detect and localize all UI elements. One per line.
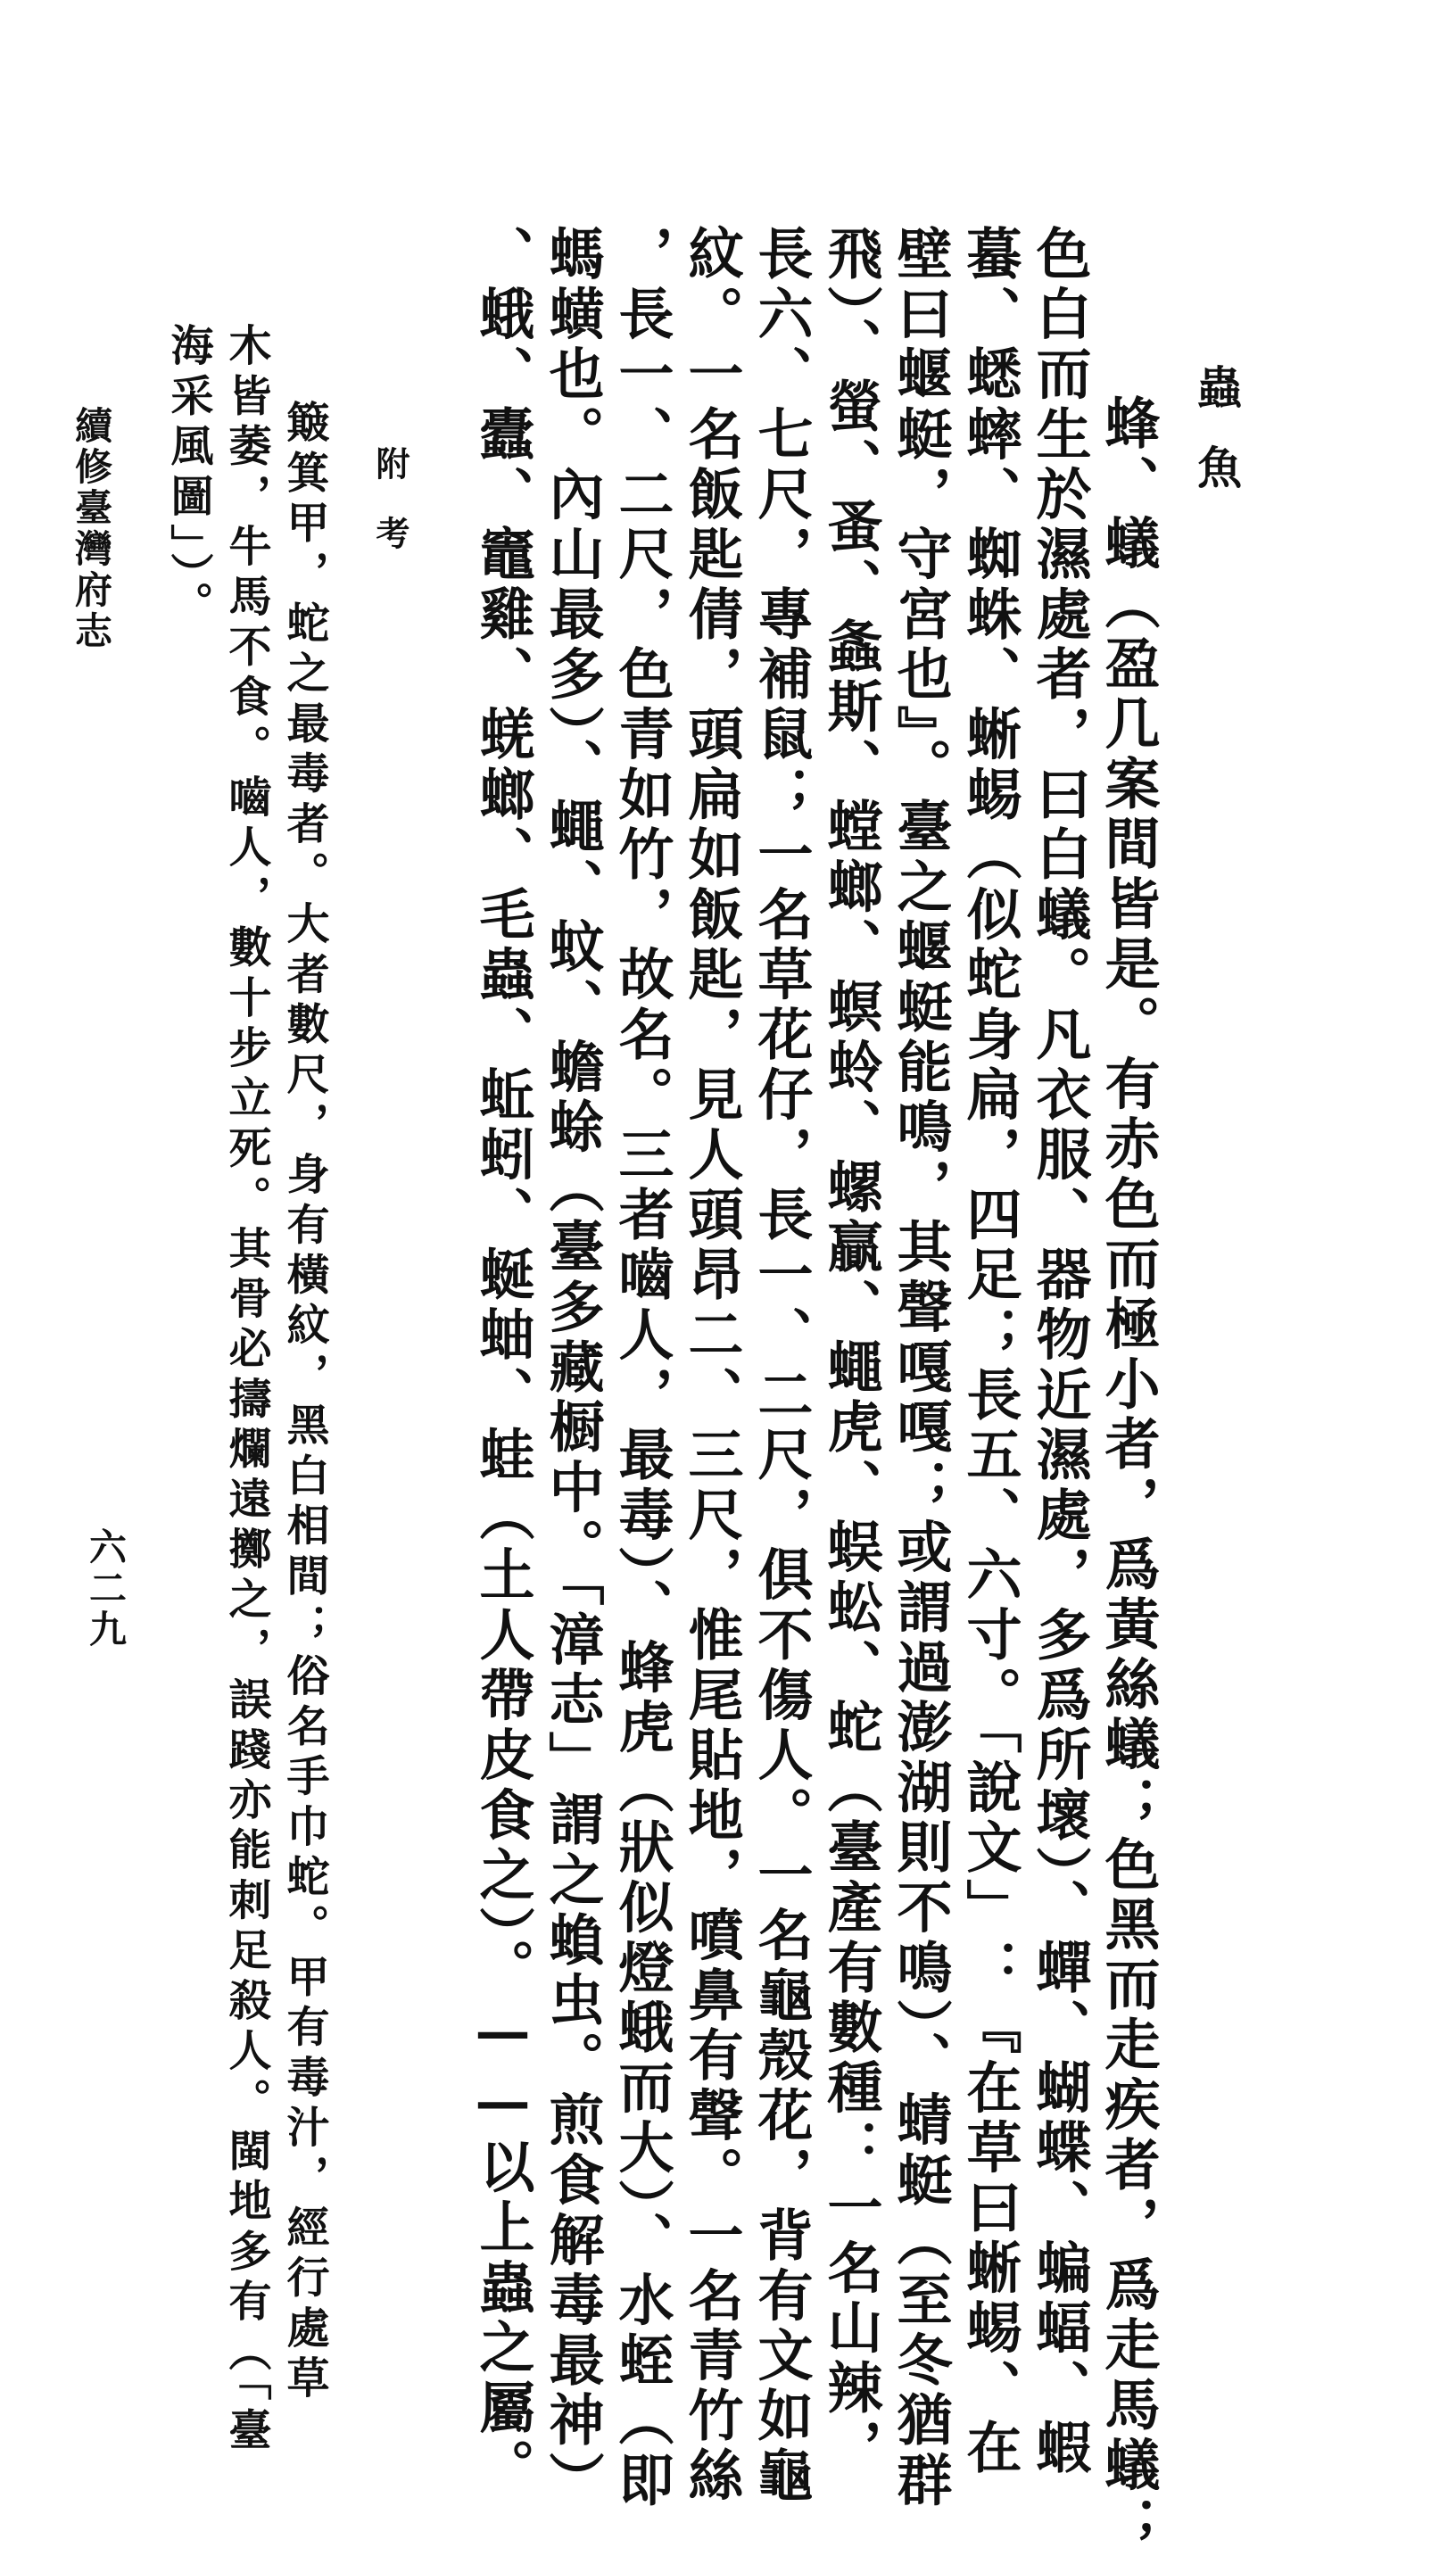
main-column-9: 螞蟥也。內山最多）、蠅、蚊、蟾蜍（臺多藏橱中。「漳志」謂之蝜虫。煎食解毒最神） (540, 225, 605, 2511)
appendix-label: 附考 (370, 446, 410, 585)
main-column-2: 色白而生於濕處者，曰白蟻。凡衣服、器物近濕處，多爲所壞）、蟬、蝴蝶、蝙蝠、蝦 (1027, 225, 1092, 2479)
page-number: 六二九 (84, 1527, 128, 1650)
appendix-column-3: 海采風圖」）。 (163, 323, 213, 632)
book-title: 續修臺灣府志 (70, 406, 113, 652)
main-column-1: 蜂、蟻（盈几案間皆是。有赤色而極小者，爲黃絲蟻；色黑而走疾者，爲走馬蟻； (1096, 394, 1161, 2556)
appendix-column-1: 簸箕甲，蛇之最毒者。大者數尺，身有橫紋，黑白相間；俗名手巾蛇。甲有毒汁，經行處草 (279, 400, 329, 2405)
main-column-5: 飛）、螢、蚤、螽斯、螳螂、螟蛉、螺贏、蠅虎、蜈蚣、蛇（臺產有數種：一名山辣， (818, 225, 883, 2479)
main-column-3: 蟇、蟋蟀、蜘蛛、蜥蜴（似蛇身扁，四足；長五、六寸。「說文」：『在草曰蜥蜴、在 (957, 225, 1022, 2479)
main-column-4: 壁曰蝘蜓，守宮也』。臺之蝘蜓能鳴，其聲嘎嘎；或謂過澎湖則不鳴）、蜻蜓（至冬猶群 (888, 225, 953, 2511)
appendix-column-2: 木皆萎，牛馬不食。嚙人，數十步立死。其骨必擣爛遠擲之，誤踐亦能刺足殺人。閩地多有（「臺 (221, 323, 271, 2458)
main-column-8: ，長一、二尺，色青如竹，故名。三者嚙人，最毒）、蜂虎（狀似燈蛾而大）、水蛭（即 (609, 225, 674, 2511)
main-column-6: 長六、七尺，專補鼠；一名草花仔，長一、二尺，俱不傷人。一名龜殼花，背有文如龜 (749, 225, 814, 2507)
section-heading: 蟲魚 (1190, 364, 1243, 525)
main-column-7: 紋。一名飯匙倩，頭扁如飯匙，見人頭昂二、三尺，惟尾貼地，噴鼻有聲。一名青竹絲 (679, 225, 744, 2507)
main-column-10: 、蛾、蠹、竈雞、蜣螂、毛蟲、蚯蚓、蜒蚰、蛙（土人帶皮食之）。——以上蟲之屬。 (470, 225, 535, 2499)
